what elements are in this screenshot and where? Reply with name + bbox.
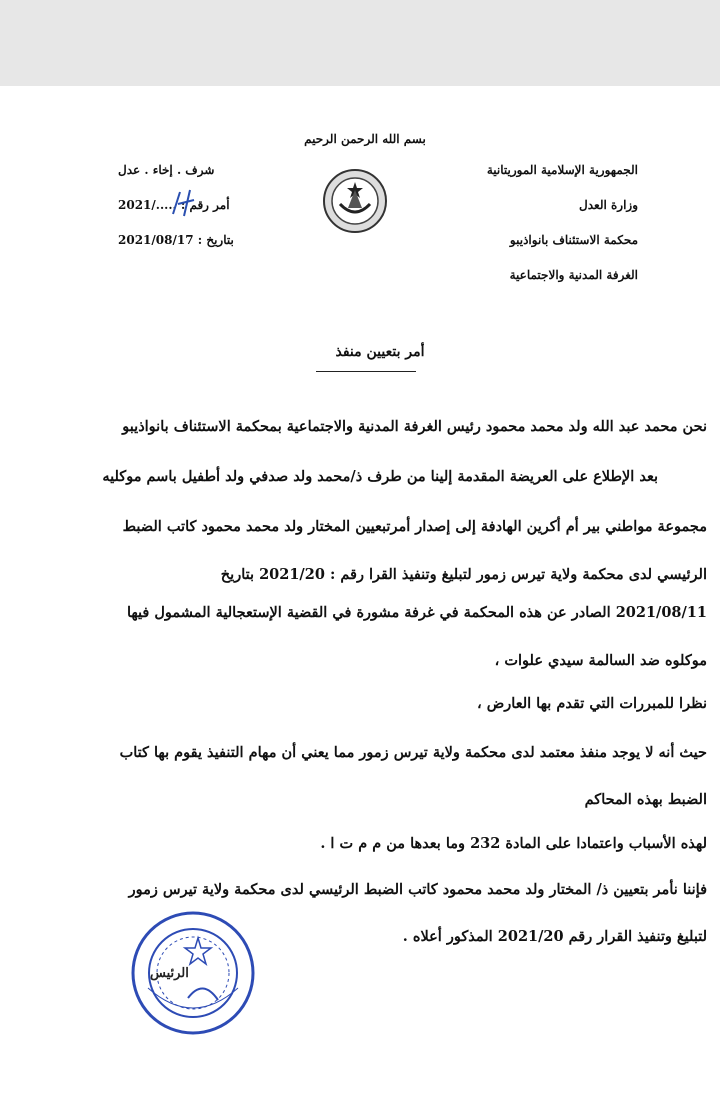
order-date: بتاريخ : 2021/08/17 (118, 233, 234, 247)
signature-label: الرئيس (150, 966, 189, 981)
document-title: أمر بتعيين منفذ (335, 344, 425, 360)
chamber-name: الغرفة المدنية والاجتماعية (509, 268, 638, 282)
order-number: أمر رقم : ...../2021 (118, 198, 230, 212)
body-line: بعد الإطلاع على العريضة المقدمة إلينا من طرف ذ/محمد ولد صدفي ولد أطفيل باسم موكليه (102, 468, 658, 485)
national-emblem-icon (322, 168, 388, 234)
body-line: لهذه الأسباب واعتمادا على المادة 232 وما بعدها من م م ت ا . (320, 835, 707, 852)
body-line: نحن محمد عبد الله ولد محمد محمود رئيس الغرفة المدنية والاجتماعية بمحكمة الاستئناف بانواذيبو (122, 418, 707, 435)
handwritten-number-mark (170, 186, 200, 220)
court-stamp-icon (128, 908, 258, 1038)
body-line: فإننا نأمر بتعيين ذ/ المختار ولد محمد محمود كاتب الضبط الرئيسي لدى محكمة ولاية تيرس زمور (128, 881, 707, 898)
top-bar (0, 0, 720, 86)
body-line: حيث أنه لا يوجد منفذ معتمد لدى محكمة ولاية تيرس زمور مما يعني أن مهام التنفيذ يقوم بها كتاب (119, 744, 707, 761)
body-line: الرئيسي لدى محكمة ولاية تيرس زمور لتبليغ وتنفيذ القرا رقم : 2021/20 بتاريخ (220, 566, 707, 583)
court-name: محكمة الاستئناف بانواذيبو (509, 233, 638, 247)
country-name: الجمهورية الإسلامية الموريتانية (486, 163, 638, 177)
body-line: مجموعة مواطني بير أم أكرين الهادفة إلى إصدار أمرتبعيين المختار ولد محمد محمود كاتب الضبط (122, 518, 707, 535)
basmala: بسم الله الرحمن الرحيم (304, 132, 426, 146)
body-line: الضبط بهذه المحاكم (584, 791, 707, 808)
body-line: نظرا للمبررات التي تقدم بها العارض ، (477, 695, 707, 712)
title-underline (316, 371, 416, 372)
body-line: 2021/08/11 الصادر عن هذه المحكمة في غرفة مشورة في القضية الإستعجالية المشمول فيها (126, 604, 707, 621)
ministry-name: وزارة العدل (579, 198, 638, 212)
motto: شرف . إخاء . عدل (118, 163, 215, 177)
body-line: لتبليغ وتنفيذ القرار رقم 2021/20 المذكور أعلاه . (402, 928, 707, 945)
body-line: موكلوه ضد السالمة سيدي علوات ، (494, 652, 707, 669)
